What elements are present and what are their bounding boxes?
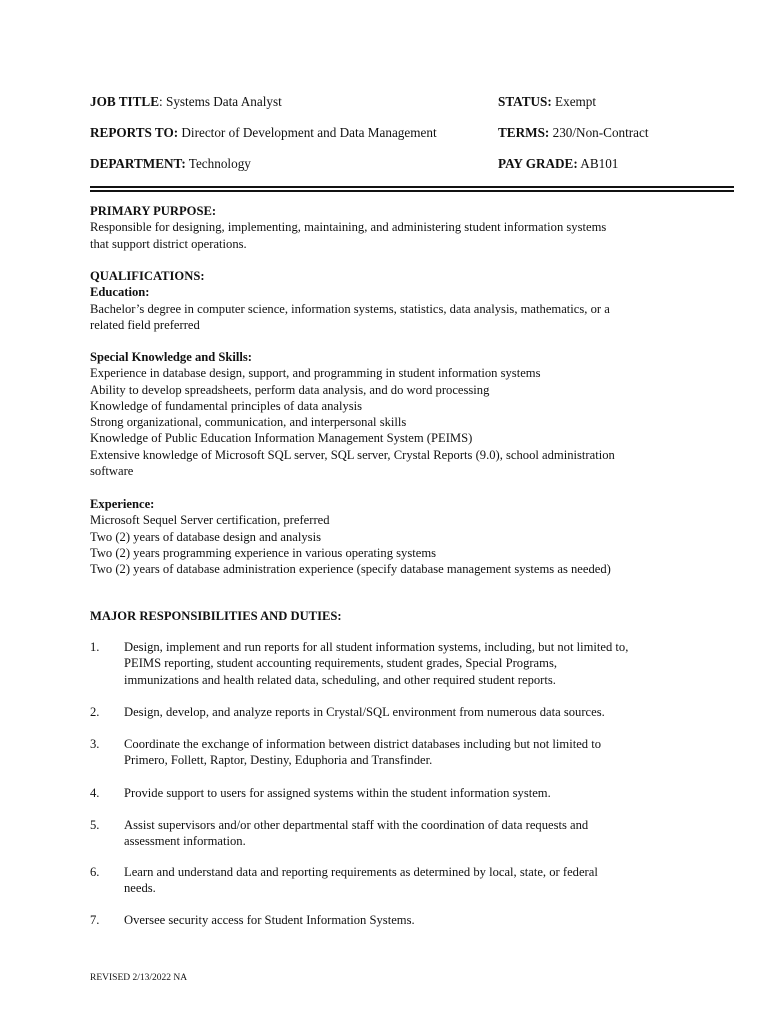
skills-line: Ability to develop spreadsheets, perform data analysis, and do word processing xyxy=(90,382,490,397)
duty-line: Oversee security access for Student Information Systems. xyxy=(124,913,415,927)
reports-to-label: REPORTS TO: xyxy=(90,125,179,140)
duties-heading-text: MAJOR RESPONSIBILITIES AND DUTIES: xyxy=(90,609,342,623)
skills-heading: Special Knowledge and Skills: xyxy=(90,350,253,364)
experience-line: Two (2) years programming experience in various operating systems xyxy=(90,545,437,560)
duty-text xyxy=(124,785,694,801)
skills-line: software xyxy=(90,464,134,479)
experience-line: Microsoft Sequel Server certification, preferred xyxy=(90,513,330,528)
terms-label: TERMS: xyxy=(498,125,550,140)
department-value: Technology xyxy=(185,156,251,171)
duty-text xyxy=(124,736,694,769)
duty-line: PEIMS reporting, student accounting requirements, student grades, Special Programs, xyxy=(124,656,557,671)
duty-line: Coordinate the exchange of information between district databases including but not limited to xyxy=(124,737,602,751)
experience-line: Two (2) years of database design and analysis xyxy=(90,529,321,544)
duty-number: 3. xyxy=(90,737,100,751)
education-line: Bachelor’s degree in computer science, information systems, statistics, data analysis, mathematics, or a xyxy=(90,301,610,316)
duty-text xyxy=(124,704,694,720)
department-field xyxy=(90,156,251,172)
reports-to-field xyxy=(90,125,437,141)
status-value: Exempt xyxy=(551,94,597,109)
duty-text xyxy=(124,912,694,928)
duty-line: Design, implement and run reports for all student information systems, including, but not limited to, xyxy=(124,640,629,654)
job-title-value: : Systems Data Analyst xyxy=(159,94,282,109)
experience-line: Two (2) years of database administration experience (specify database management systems as needed) xyxy=(90,562,611,577)
skills-line: Extensive knowledge of Microsoft SQL server, SQL server, Crystal Reports (9.0), school administration xyxy=(90,447,615,462)
duty-text xyxy=(124,864,694,897)
duty-number: 5. xyxy=(90,818,100,832)
terms-value: 230/Non-Contract xyxy=(549,125,649,140)
pay-grade-label: PAY GRADE: xyxy=(498,156,578,171)
status-field xyxy=(498,94,596,110)
pay-grade-value: AB101 xyxy=(577,156,619,171)
education-line: related field preferred xyxy=(90,317,200,332)
pay-grade-field xyxy=(498,156,618,172)
primary-purpose-line: Responsible for designing, implementing, maintaining, and administering student information systems xyxy=(90,220,607,235)
duty-line: Design, develop, and analyze reports in Crystal/SQL environment from numerous data sources. xyxy=(124,705,605,719)
revision-footer: REVISED 2/13/2022 NA xyxy=(90,973,188,983)
duty-number: 2. xyxy=(90,705,100,719)
duty-number: 7. xyxy=(90,913,100,927)
duty-number: 1. xyxy=(90,640,100,654)
job-title-field xyxy=(90,94,282,110)
primary-purpose-section xyxy=(90,203,690,252)
skills-line: Strong organizational, communication, and interpersonal skills xyxy=(90,415,407,430)
duty-line: assessment information. xyxy=(124,834,246,849)
terms-field xyxy=(498,125,649,141)
department-label: DEPARTMENT: xyxy=(90,156,186,171)
duty-line: immunizations and health related data, scheduling, and other required student reports. xyxy=(124,672,556,687)
duty-number: 4. xyxy=(90,786,100,800)
skills-line: Knowledge of Public Education Information Management System (PEIMS) xyxy=(90,431,473,446)
header-divider-top xyxy=(90,186,734,188)
experience-section xyxy=(90,496,690,577)
duty-line: Provide support to users for assigned systems within the student information system. xyxy=(124,786,551,800)
primary-purpose-heading: PRIMARY PURPOSE: xyxy=(90,204,217,218)
skills-section xyxy=(90,349,690,479)
primary-purpose-line: that support district operations. xyxy=(90,236,247,251)
duties-heading xyxy=(90,608,690,624)
duty-line: needs. xyxy=(124,881,156,896)
education-heading: Education: xyxy=(90,285,150,300)
reports-to-value: Director of Development and Data Management xyxy=(178,125,437,140)
job-title-label: JOB TITLE xyxy=(90,94,160,109)
qualifications-heading: QUALIFICATIONS: xyxy=(90,269,205,283)
header-divider-bottom xyxy=(90,190,734,192)
status-label: STATUS: xyxy=(498,94,552,109)
duty-line: Learn and understand data and reporting requirements as determined by local, state, or federal xyxy=(124,865,598,879)
experience-heading: Experience: xyxy=(90,497,155,511)
duty-number: 6. xyxy=(90,865,100,879)
skills-line: Knowledge of fundamental principles of data analysis xyxy=(90,398,363,413)
duty-text xyxy=(124,639,694,688)
qualifications-section xyxy=(90,268,690,333)
duty-line: Assist supervisors and/or other departmental staff with the coordination of data requests and xyxy=(124,818,589,832)
skills-line: Experience in database design, support, and programming in student information systems xyxy=(90,366,541,381)
duty-text xyxy=(124,817,694,850)
duty-line: Primero, Follett, Raptor, Destiny, Eduphoria and Transfinder. xyxy=(124,753,433,768)
